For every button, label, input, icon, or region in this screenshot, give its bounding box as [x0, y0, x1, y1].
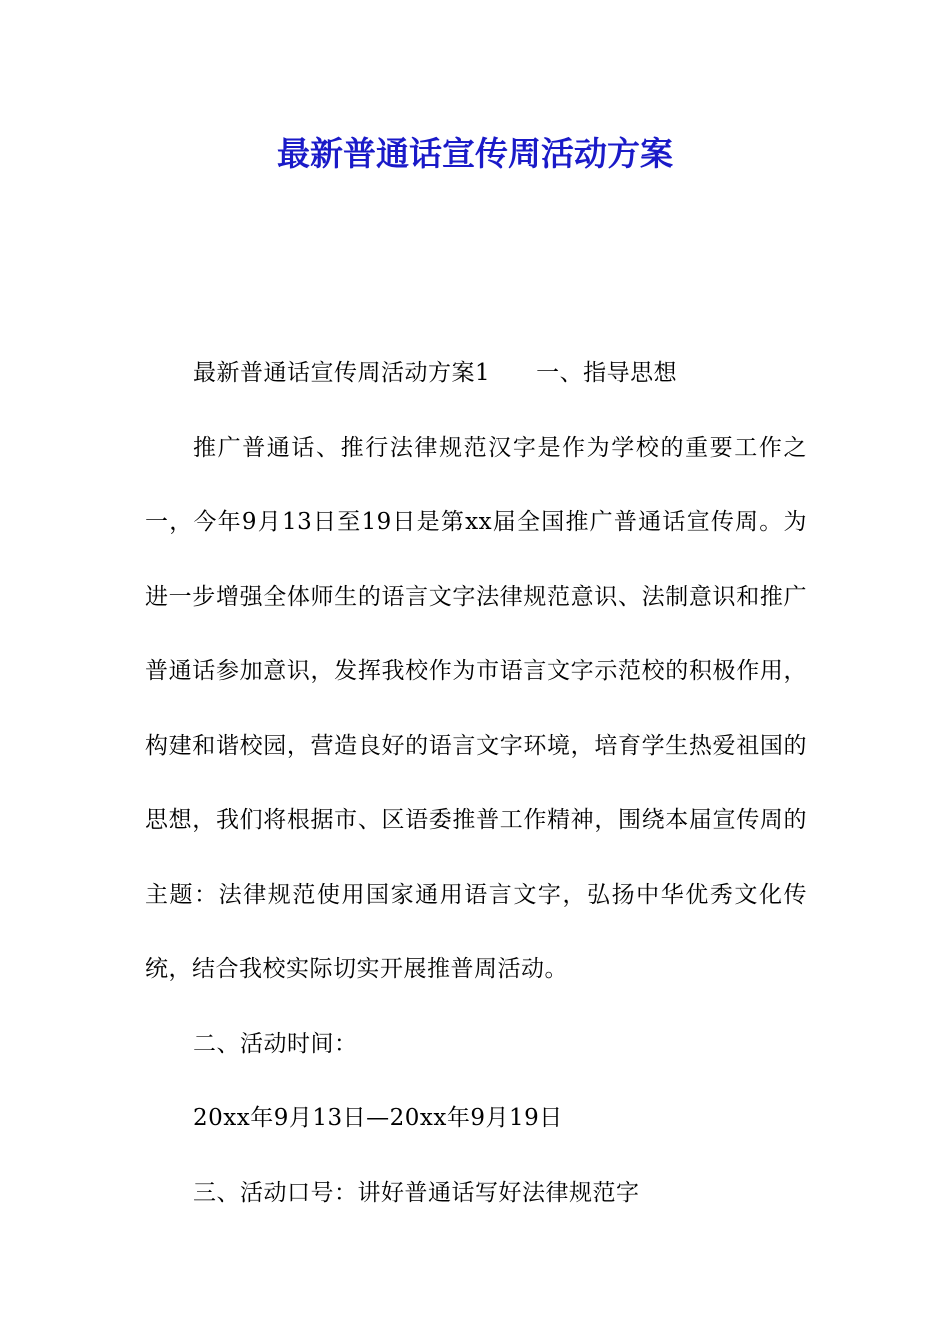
section3-heading: 三、活动口号：讲好普通话写好法律规范字 — [193, 1179, 640, 1206]
section2-heading: 二、活动时间： — [193, 1030, 358, 1057]
section2-dates: 20xx年9月13日—20xx年9月19日 — [193, 1105, 563, 1131]
intro-line — [145, 336, 807, 411]
document-title: 最新普通话宣传周活动方案 — [277, 134, 673, 173]
intro-heading: 最新普通话宣传周活动方案1 — [193, 360, 491, 386]
section1-heading: 一、指导思想 — [536, 360, 678, 386]
section1-paragraph: 推广普通话、推行法律规范汉字是作为学校的重要工作之一，今年9月13日至19日是第xx届全国推广普通话宣传周。为进一步增强全体师生的语言文字法律规范意识、法制意识和推广普通话参加意识，发挥我校作为市语言文字示范校的积极作用，构建和谐校园，营造良好的语言文字环境，培育学生热爱祖国的思想，我们将根据市、区语委推普工作精神，围绕本届宣传周的主题：法律规范使用国家通用语言文字，弘扬中华优秀文化传统，结合我校实际切实开展推普周活动。 — [145, 434, 807, 982]
document-body — [145, 336, 807, 1230]
